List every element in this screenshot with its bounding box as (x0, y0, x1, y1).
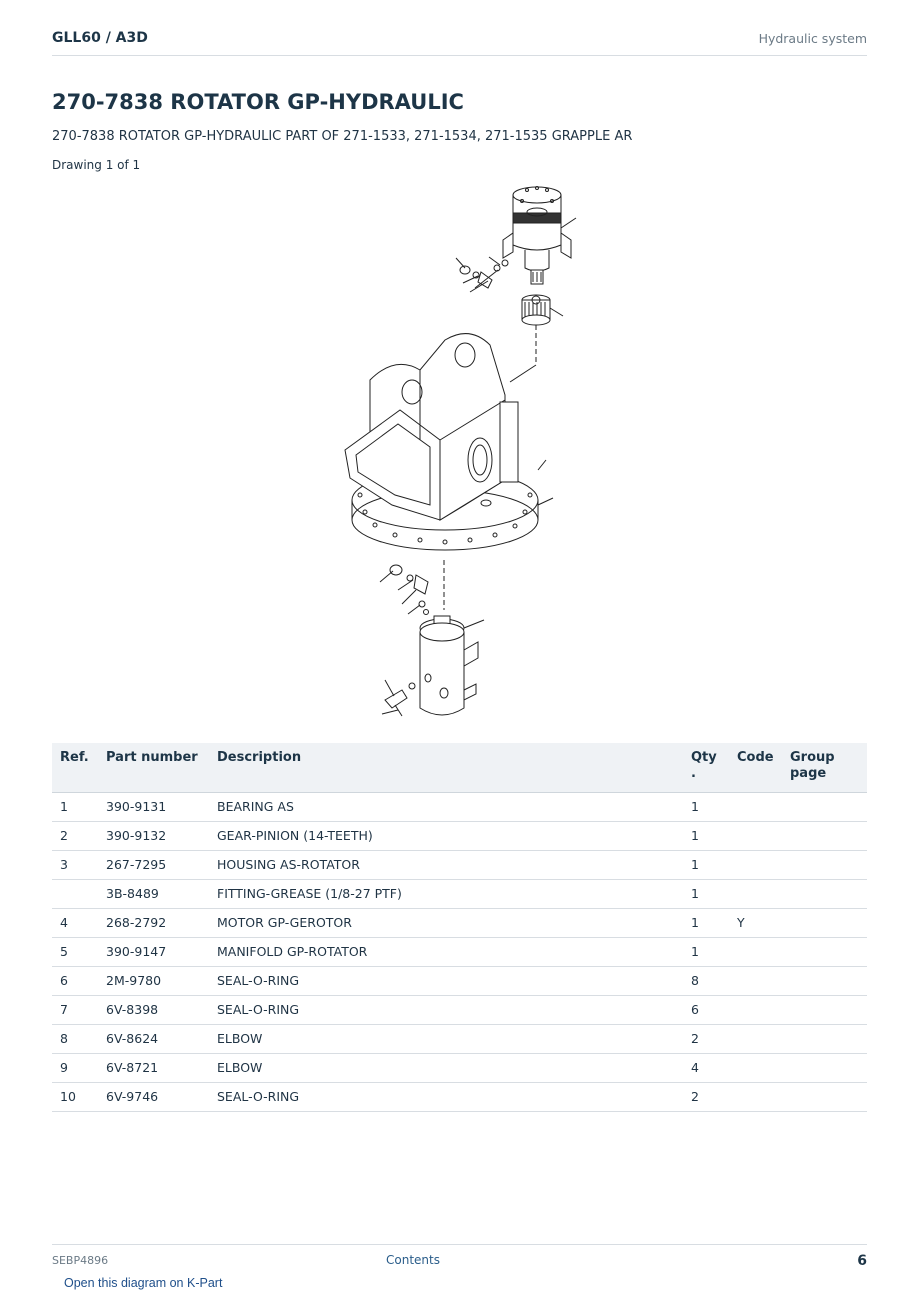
cell-part-number: 2M-9780 (98, 966, 209, 995)
table-header-row (52, 743, 867, 792)
cell-code (729, 1082, 782, 1111)
cell-description: ELBOW (209, 1024, 683, 1053)
cell-qty: 2 (683, 1024, 729, 1053)
cell-part-number: 6V-9746 (98, 1082, 209, 1111)
cell-qty: 8 (683, 966, 729, 995)
cell-group-page (782, 821, 867, 850)
cell-code (729, 850, 782, 879)
manifold-drawing (382, 616, 484, 716)
cell-group-page (782, 966, 867, 995)
pinion-gear-drawing (510, 295, 563, 382)
cell-qty: 1 (683, 821, 729, 850)
cell-code (729, 995, 782, 1024)
cell-ref: 1 (52, 792, 98, 821)
cell-description: HOUSING AS-ROTATOR (209, 850, 683, 879)
cell-group-page (782, 792, 867, 821)
table-row (52, 1024, 867, 1053)
cell-description: GEAR-PINION (14-TEETH) (209, 821, 683, 850)
motor-drawing (503, 187, 576, 285)
cell-ref: 9 (52, 1053, 98, 1082)
cell-code (729, 821, 782, 850)
housing-bearing-drawing (345, 334, 553, 610)
cell-qty: 1 (683, 908, 729, 937)
page-header (52, 28, 867, 56)
cell-description: MANIFOLD GP-ROTATOR (209, 937, 683, 966)
cell-ref: 6 (52, 966, 98, 995)
page-title: 270-7838 ROTATOR GP-HYDRAULIC (52, 90, 464, 114)
document-id: SEBP4896 (52, 1254, 109, 1267)
cell-part-number: 3B-8489 (98, 879, 209, 908)
cell-group-page (782, 1053, 867, 1082)
upper-fittings-drawing (456, 257, 508, 292)
table-row (52, 995, 867, 1024)
cell-group-page (782, 879, 867, 908)
cell-qty: 2 (683, 1082, 729, 1111)
cell-qty: 1 (683, 792, 729, 821)
cell-group-page (782, 1082, 867, 1111)
cell-code (729, 1053, 782, 1082)
table-row (52, 850, 867, 879)
exploded-parts-diagram (330, 182, 590, 727)
cell-description: SEAL-O-RING (209, 966, 683, 995)
cell-part-number: 390-9147 (98, 937, 209, 966)
cell-description: FITTING-GREASE (1/8-27 PTF) (209, 879, 683, 908)
table-row (52, 792, 867, 821)
cell-description: SEAL-O-RING (209, 1082, 683, 1111)
section-name: Hydraulic system (758, 31, 867, 46)
cell-qty: 4 (683, 1053, 729, 1082)
page-footer (52, 1244, 867, 1274)
cell-group-page (782, 850, 867, 879)
cell-ref: 4 (52, 908, 98, 937)
contents-link[interactable]: Contents (386, 1253, 440, 1267)
header-part-number: Part number (98, 743, 209, 792)
cell-description: BEARING AS (209, 792, 683, 821)
cell-qty: 6 (683, 995, 729, 1024)
cell-group-page (782, 937, 867, 966)
table-row (52, 1082, 867, 1111)
cell-part-number: 268-2792 (98, 908, 209, 937)
page-number: 6 (857, 1253, 867, 1269)
cell-code (729, 879, 782, 908)
cell-part-number: 390-9132 (98, 821, 209, 850)
cell-group-page (782, 908, 867, 937)
table-row (52, 937, 867, 966)
cell-part-number: 6V-8398 (98, 995, 209, 1024)
cell-ref (52, 879, 98, 908)
model-breadcrumb: GLL60 / A3D (52, 30, 148, 46)
cell-group-page (782, 1024, 867, 1053)
cell-ref: 10 (52, 1082, 98, 1111)
cell-qty: 1 (683, 937, 729, 966)
cell-group-page (782, 995, 867, 1024)
cell-code (729, 792, 782, 821)
header-description: Description (209, 743, 683, 792)
cell-part-number: 6V-8624 (98, 1024, 209, 1053)
kpart-link[interactable]: Open this diagram on K-Part (64, 1276, 223, 1290)
cell-ref: 3 (52, 850, 98, 879)
cell-part-number: 6V-8721 (98, 1053, 209, 1082)
header-code: Code (729, 743, 782, 792)
cell-qty: 1 (683, 850, 729, 879)
cell-part-number: 267-7295 (98, 850, 209, 879)
table-row (52, 966, 867, 995)
lower-fittings-drawing (380, 565, 429, 615)
cell-part-number: 390-9131 (98, 792, 209, 821)
table-row (52, 879, 867, 908)
header-ref: Ref. (52, 743, 98, 792)
cell-code (729, 966, 782, 995)
cell-ref: 5 (52, 937, 98, 966)
table-row (52, 908, 867, 937)
table-row (52, 821, 867, 850)
cell-description: ELBOW (209, 1053, 683, 1082)
drawing-label: Drawing 1 of 1 (52, 158, 141, 172)
cell-code (729, 937, 782, 966)
cell-ref: 8 (52, 1024, 98, 1053)
cell-description: MOTOR GP-GEROTOR (209, 908, 683, 937)
cell-code (729, 1024, 782, 1053)
cell-ref: 7 (52, 995, 98, 1024)
header-qty: Qty . (683, 743, 729, 792)
cell-code: Y (729, 908, 782, 937)
cell-ref: 2 (52, 821, 98, 850)
page-subtitle: 270-7838 ROTATOR GP-HYDRAULIC PART OF 271-1533, 271-1534, 271-1535 GRAPPLE AR (52, 129, 633, 144)
table-row (52, 1053, 867, 1082)
cell-qty: 1 (683, 879, 729, 908)
cell-description: SEAL-O-RING (209, 995, 683, 1024)
parts-table (52, 743, 867, 1112)
header-group-page: Group page (782, 743, 867, 792)
